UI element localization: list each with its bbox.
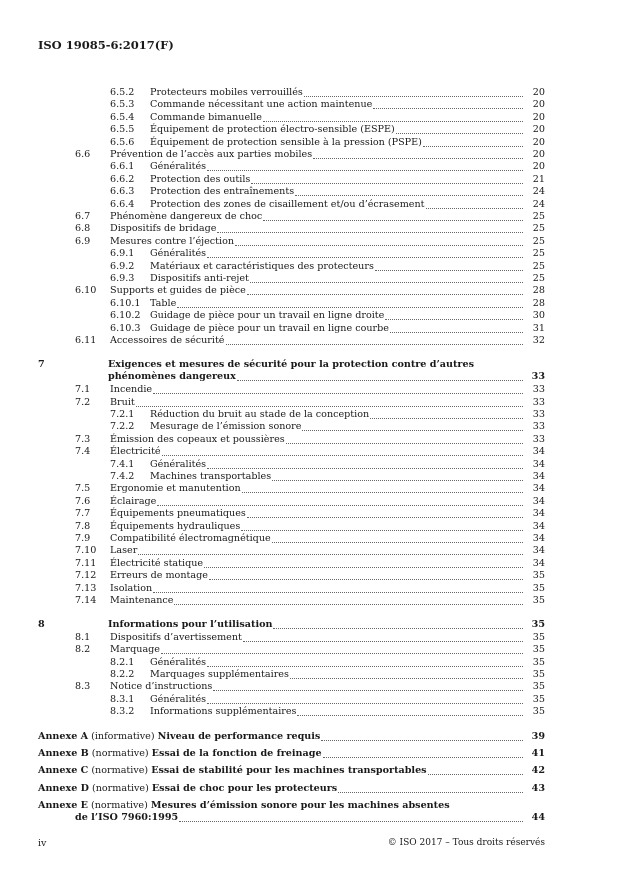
toc-entry-number: 7.14 <box>75 595 97 606</box>
toc-leader-dots <box>217 232 523 233</box>
toc-entry[interactable] <box>0 384 620 396</box>
toc-entry-page: 21 <box>532 173 545 185</box>
toc-entry-title: Généralités <box>150 248 207 260</box>
toc-entry-number: 6.5.6 <box>110 136 135 148</box>
toc-leader-dots <box>138 554 523 555</box>
toc-entry-page: 20 <box>532 87 545 98</box>
toc-entry[interactable] <box>0 298 620 310</box>
toc-entry-number: 7.4.2 <box>110 471 135 482</box>
toc-entry-page: 30 <box>532 310 545 322</box>
toc-leader-dots <box>207 703 523 704</box>
toc-entry-page: 41 <box>531 748 545 759</box>
toc-leader-dots <box>161 653 523 654</box>
toc-entry[interactable] <box>0 765 620 777</box>
toc-entry-number: 6.5.5 <box>110 124 135 136</box>
toc-entry-page: 25 <box>532 248 545 260</box>
toc-entry-page: 34 <box>532 446 545 458</box>
toc-entry-title: Marquage <box>110 644 160 656</box>
toc-leader-dots <box>177 307 523 308</box>
toc-leader-dots <box>290 678 523 679</box>
toc-entry-page: 35 <box>532 582 545 594</box>
toc-entry-number: 8.3.2 <box>110 706 135 718</box>
toc-entry-page: 35 <box>532 631 545 643</box>
toc-entry[interactable] <box>0 335 620 347</box>
toc-entry-title: Réduction du bruit au stade de la conception <box>150 409 370 420</box>
toc-entry-page: 32 <box>532 335 545 346</box>
toc-entry-title: Protection des outils <box>150 173 251 185</box>
toc-leader-dots <box>235 245 523 246</box>
toc-entry[interactable] <box>0 273 620 285</box>
toc-entry[interactable] <box>0 359 620 383</box>
toc-entry-title: Mesurage de l’émission sonore <box>150 421 302 433</box>
toc-leader-dots <box>179 821 523 822</box>
toc-entry-annex-kind: (informative) <box>91 730 155 742</box>
toc-entry-number: 6.6.1 <box>110 161 135 173</box>
toc-entry-title: Protection des zones de cisaillement et/ou d’écrasement <box>150 198 425 210</box>
toc-entry[interactable] <box>0 595 620 607</box>
toc-entry-page: 20 <box>532 149 545 160</box>
toc-entry-page: 35 <box>532 693 545 705</box>
toc-entry[interactable] <box>0 583 620 595</box>
toc-entry[interactable] <box>0 124 620 136</box>
toc-entry-title: Phénomène dangereux de choc <box>110 211 263 222</box>
toc-entry-number: 6.6.2 <box>110 173 135 185</box>
toc-entry[interactable] <box>0 545 620 557</box>
toc-entry-page: 20 <box>532 136 545 148</box>
toc-entry-page: 35 <box>532 644 545 656</box>
toc-entry[interactable] <box>0 570 620 582</box>
toc-entry[interactable] <box>0 211 620 223</box>
toc-entry-page: 35 <box>532 656 545 668</box>
toc-entry-page: 33 <box>532 384 545 396</box>
toc-entry[interactable] <box>0 99 620 111</box>
toc-entry-title: Supports et guides de pièce <box>110 285 246 297</box>
toc-leader-dots <box>207 666 523 667</box>
toc-entry-title: Niveau de performance requis <box>157 730 321 742</box>
toc-entry[interactable] <box>0 87 620 99</box>
toc-entry-number: 6.10.2 <box>110 310 141 322</box>
toc-entry-number: 6.8 <box>75 223 91 235</box>
toc-entry-title: Prévention de l’accès aux parties mobiles <box>110 149 313 160</box>
toc-entry-annex-kind: (normative) <box>91 782 149 794</box>
toc-entry-title: Ergonomie et manutention <box>110 483 241 495</box>
toc-entry-page: 34 <box>532 508 545 520</box>
toc-entry-title: Isolation <box>110 582 153 594</box>
toc-entry[interactable] <box>0 496 620 508</box>
toc-entry-number: 7.9 <box>75 533 91 544</box>
toc-entry-title: Commande bimanuelle <box>150 111 262 123</box>
toc-entry-title: Équipements hydrauliques <box>110 520 241 532</box>
toc-leader-dots <box>153 592 523 593</box>
toc-entry-number: 7.11 <box>75 557 97 569</box>
toc-entry-number: 7.12 <box>75 570 97 582</box>
toc-entry[interactable] <box>0 694 620 706</box>
toc-entry-page: 34 <box>532 545 545 557</box>
toc-entry-number: 7.4 <box>75 446 91 458</box>
toc-leader-dots <box>174 604 523 605</box>
toc-entry-title: Essai de choc pour les protecteurs <box>151 782 338 794</box>
toc-entry-title: Exigences et mesures de sécurité pour la protection contre d’autres <box>108 359 474 371</box>
toc-entry[interactable] <box>0 558 620 570</box>
toc-entry-title: Guidage de pièce pour un travail en ligne droite <box>150 310 385 322</box>
toc-entry[interactable] <box>0 174 620 186</box>
toc-entry[interactable] <box>0 632 620 644</box>
toc-entry-page: 33 <box>531 371 545 383</box>
toc-entry-page: 35 <box>532 570 545 582</box>
toc-leader-dots <box>302 430 523 431</box>
toc-entry-title: Erreurs de montage <box>110 570 208 582</box>
toc-entry-page: 33 <box>532 433 545 445</box>
toc-entry-page: 33 <box>532 409 545 420</box>
toc-leader-dots <box>370 418 523 419</box>
toc-entry-number: 7.10 <box>75 545 97 557</box>
toc-entry-number: 6.10 <box>75 285 97 297</box>
toc-entry[interactable] <box>0 112 620 124</box>
toc-entry-title: Incendie <box>110 384 153 396</box>
toc-leader-dots <box>297 715 523 716</box>
toc-entry-number: Annexe C <box>38 765 89 777</box>
toc-entry[interactable] <box>0 521 620 533</box>
toc-entry-page: 25 <box>532 260 545 272</box>
toc-entry[interactable] <box>0 533 620 545</box>
toc-entry-title: Accessoires de sécurité <box>110 335 225 346</box>
toc-leader-dots <box>323 757 523 758</box>
toc-entry-title: Essai de la fonction de freinage <box>151 748 322 759</box>
toc-entry-title: Mesures d’émission sonore pour les machines absentes <box>150 800 450 812</box>
toc-entry-number: 7.2 <box>75 396 91 408</box>
toc-entry-page: 20 <box>532 124 545 136</box>
toc-entry-number: 6.9.2 <box>110 260 135 272</box>
toc-leader-dots <box>226 344 524 345</box>
toc-entry-number: 6.5.4 <box>110 111 135 123</box>
toc-leader-dots <box>313 158 523 159</box>
toc-entry[interactable] <box>0 459 620 471</box>
toc-leader-dots <box>396 133 523 134</box>
toc-entry-number: 7.8 <box>75 520 91 532</box>
toc-entry-page: 28 <box>532 285 545 297</box>
toc-entry[interactable] <box>0 669 620 681</box>
toc-entry[interactable] <box>0 285 620 297</box>
toc-leader-dots <box>247 294 523 295</box>
toc-entry-title: Dispositifs anti-rejet <box>150 273 249 284</box>
toc-entry-page: 34 <box>532 458 545 470</box>
toc-leader-dots <box>423 146 523 147</box>
toc-entry-page: 34 <box>532 533 545 544</box>
toc-entry[interactable] <box>0 657 620 669</box>
toc-entry-page: 34 <box>532 495 545 507</box>
toc-leader-dots <box>263 220 523 221</box>
toc-entry-page: 35 <box>532 669 545 680</box>
toc-leader-dots <box>263 121 523 122</box>
toc-entry-number: 6.9.3 <box>110 273 135 284</box>
toc-entry-title: Commande nécessitant une action maintenue <box>150 99 373 111</box>
toc-entry-page: 24 <box>532 198 545 210</box>
toc-entry-annex-kind: (normative) <box>90 800 148 812</box>
toc-entry-page: 25 <box>532 223 545 235</box>
toc-entry-title: Dispositifs de bridage <box>110 223 217 235</box>
toc-entry-number: 8 <box>38 619 45 631</box>
toc-leader-dots <box>243 641 523 642</box>
toc-leader-dots <box>241 530 523 531</box>
toc-entry[interactable] <box>0 706 620 718</box>
toc-entry[interactable] <box>0 186 620 198</box>
toc-leader-dots <box>251 183 523 184</box>
copyright-notice: © ISO 2017 – Tous droits réservés <box>387 838 545 848</box>
toc-entry[interactable] <box>0 471 620 483</box>
toc-leader-dots <box>428 774 523 775</box>
toc-entry-annex-kind: (normative) <box>91 748 149 759</box>
toc-entry-title: Généralités <box>150 458 207 470</box>
toc-entry-page: 33 <box>532 396 545 408</box>
toc-entry-page: 43 <box>531 782 545 794</box>
toc-entry-number: 6.9 <box>75 235 91 247</box>
toc-entry[interactable] <box>0 446 620 458</box>
toc-entry-page: 44 <box>531 812 545 824</box>
toc-entry-title: Mesures contre l’éjection <box>110 235 235 247</box>
toc-leader-dots <box>272 542 523 543</box>
toc-entry-title: Équipement de protection sensible à la pression (PSPE) <box>150 136 422 148</box>
toc-leader-dots <box>157 505 523 506</box>
toc-entry-number: Annexe B <box>38 748 89 759</box>
toc-leader-dots <box>136 406 523 407</box>
toc-leader-dots <box>338 792 523 793</box>
toc-entry-number: Annexe A <box>38 730 89 742</box>
toc-entry-page: 24 <box>532 186 545 198</box>
toc-entry-title: Notice d’instructions <box>110 681 213 693</box>
toc-entry[interactable] <box>0 421 620 433</box>
toc-leader-dots <box>273 628 523 629</box>
toc-leader-dots <box>250 282 523 283</box>
toc-entry-title: Généralités <box>150 656 207 668</box>
toc-entry-page: 20 <box>532 161 545 173</box>
toc-entry-number: Annexe E <box>38 800 88 812</box>
toc-entry-page: 35 <box>532 706 545 718</box>
toc-entry-number: 6.5.2 <box>110 87 135 98</box>
toc-entry[interactable] <box>0 137 620 149</box>
toc-entry-number: 8.3 <box>75 681 91 693</box>
toc-entry-title: Généralités <box>150 693 207 705</box>
toc-entry-title-continued: phénomènes dangereux <box>108 371 236 383</box>
toc-entry-number: 6.9.1 <box>110 248 135 260</box>
toc-leader-dots <box>242 492 523 493</box>
toc-entry-number: 7.6 <box>75 495 91 507</box>
toc-leader-dots <box>385 319 523 320</box>
toc-entry-title: Généralités <box>150 161 207 173</box>
toc-entry-page: 33 <box>532 421 545 433</box>
toc-entry[interactable] <box>0 434 620 446</box>
toc-entry-annex-kind: (normative) <box>91 765 149 777</box>
toc-entry-page: 28 <box>532 297 545 309</box>
toc-entry-number: 7.2.2 <box>110 421 135 433</box>
toc-entry-title: Électricité <box>110 446 161 458</box>
toc-entry-page: 42 <box>531 765 545 777</box>
toc-entry-number: 7 <box>38 359 45 371</box>
toc-entry-number: 6.11 <box>75 335 97 346</box>
toc-entry-page: 35 <box>532 681 545 693</box>
toc-entry[interactable] <box>0 261 620 273</box>
toc-entry-title: Compatibilité électromagnétique <box>110 533 271 544</box>
toc-leader-dots <box>209 579 523 580</box>
toc-entry-page: 34 <box>532 557 545 569</box>
toc-entry[interactable] <box>0 161 620 173</box>
toc-entry[interactable] <box>0 223 620 235</box>
toc-leader-dots <box>207 170 523 171</box>
toc-entry-number: 6.6.4 <box>110 198 135 210</box>
toc-leader-dots <box>304 96 523 97</box>
toc-entry-number: 7.13 <box>75 582 97 594</box>
toc-entry-number: 8.1 <box>75 631 91 643</box>
toc-leader-dots <box>286 443 523 444</box>
toc-entry-title: Matériaux et caractéristiques des protecteurs <box>150 260 374 272</box>
toc-entry-title: Table <box>150 297 177 309</box>
toc-entry-title: Éclairage <box>110 495 157 507</box>
toc-leader-dots <box>426 208 523 209</box>
toc-entry-title: Protection des entraînements <box>150 186 295 198</box>
toc-entry-title: Protecteurs mobiles verrouillés <box>150 87 303 98</box>
toc-entry-number: 7.5 <box>75 483 91 495</box>
toc-entry-number: 7.4.1 <box>110 458 135 470</box>
toc-entry-title: Guidage de pièce pour un travail en ligne courbe <box>150 322 389 334</box>
toc-entry[interactable] <box>0 483 620 495</box>
toc-leader-dots <box>373 108 523 109</box>
toc-entry-number: 7.3 <box>75 433 91 445</box>
toc-leader-dots <box>321 740 523 741</box>
toc-leader-dots <box>207 257 523 258</box>
toc-entry-number: 6.6 <box>75 149 91 160</box>
toc-entry[interactable] <box>0 800 620 824</box>
toc-entry-number: 6.5.3 <box>110 99 135 111</box>
toc-entry-title: Équipements pneumatiques <box>110 508 246 520</box>
toc-leader-dots <box>162 455 523 456</box>
toc-entry-title: Informations pour l’utilisation <box>108 619 273 631</box>
toc-entry-title: Marquages supplémentaires <box>150 669 289 680</box>
toc-entry-number: 7.1 <box>75 384 91 396</box>
toc-entry-number: 6.6.3 <box>110 186 135 198</box>
toc-entry-title: Informations supplémentaires <box>150 706 297 718</box>
toc-entry-page: 39 <box>531 730 545 742</box>
toc-entry[interactable] <box>0 323 620 335</box>
toc-entry[interactable] <box>0 731 620 743</box>
toc-leader-dots <box>207 468 523 469</box>
toc-entry-number: 8.2.2 <box>110 669 135 680</box>
toc-leader-dots <box>153 393 523 394</box>
toc-entry[interactable] <box>0 783 620 795</box>
toc-entry-title: Électricité statique <box>110 557 204 569</box>
toc-entry-page: 35 <box>532 595 545 606</box>
toc-entry-number: 8.2.1 <box>110 656 135 668</box>
toc-leader-dots <box>247 517 523 518</box>
toc-entry-page: 34 <box>532 520 545 532</box>
toc-entry[interactable] <box>0 681 620 693</box>
toc-entry[interactable] <box>0 149 620 161</box>
toc-entry-page: 25 <box>532 211 545 222</box>
toc-entry-page: 35 <box>531 619 545 631</box>
toc-entry-title: Équipement de protection électro-sensible (ESPE) <box>150 124 395 136</box>
toc-entry[interactable] <box>0 508 620 520</box>
toc-entry-title: Dispositifs d’avertissement <box>110 631 242 643</box>
toc-leader-dots <box>295 195 523 196</box>
toc-entry-number: Annexe D <box>38 782 89 794</box>
toc-entry[interactable] <box>0 236 620 248</box>
toc-entry-title: Maintenance <box>110 595 174 606</box>
toc-entry[interactable] <box>0 748 620 760</box>
toc-entry[interactable] <box>0 409 620 421</box>
toc-entry-number: 7.7 <box>75 508 91 520</box>
toc-leader-dots <box>272 480 523 481</box>
toc-entry-title: Machines transportables <box>150 471 272 482</box>
toc-entry[interactable] <box>0 199 620 211</box>
toc-entry-page: 25 <box>532 273 545 284</box>
toc-entry-page: 34 <box>532 471 545 482</box>
toc-entry-title: Laser <box>110 545 138 557</box>
toc-entry[interactable] <box>0 619 620 631</box>
toc-entry-title-continued: de l’ISO 7960:1995 <box>75 812 179 824</box>
toc-leader-dots <box>204 567 523 568</box>
document-header: ISO 19085-6:2017(F) <box>38 38 174 52</box>
toc-entry-page: 25 <box>532 235 545 247</box>
toc-entry-page: 31 <box>532 322 545 334</box>
toc-entry[interactable] <box>0 248 620 260</box>
toc-entry-number: 8.2 <box>75 644 91 656</box>
toc-leader-dots <box>390 332 523 333</box>
toc-entry-number: 6.7 <box>75 211 91 222</box>
toc-entry-number: 6.10.3 <box>110 322 141 334</box>
toc-entry-page: 34 <box>532 483 545 495</box>
toc-entry-number: 8.3.1 <box>110 693 135 705</box>
toc-entry[interactable] <box>0 644 620 656</box>
toc-leader-dots <box>375 270 523 271</box>
page-number: iv <box>38 838 47 849</box>
toc-entry-page: 20 <box>532 99 545 111</box>
toc-entry-title: Émission des copeaux et poussières <box>110 433 285 445</box>
toc-entry-page: 20 <box>532 111 545 123</box>
toc-leader-dots <box>213 690 523 691</box>
toc-entry-title: Bruit <box>110 396 135 408</box>
toc-entry-number: 6.10.1 <box>110 297 141 309</box>
toc-entry-number: 7.2.1 <box>110 409 135 420</box>
toc-entry[interactable] <box>0 397 620 409</box>
toc-entry[interactable] <box>0 310 620 322</box>
toc-leader-dots <box>237 380 523 381</box>
toc-entry-title: Essai de stabilité pour les machines transportables <box>151 765 427 777</box>
